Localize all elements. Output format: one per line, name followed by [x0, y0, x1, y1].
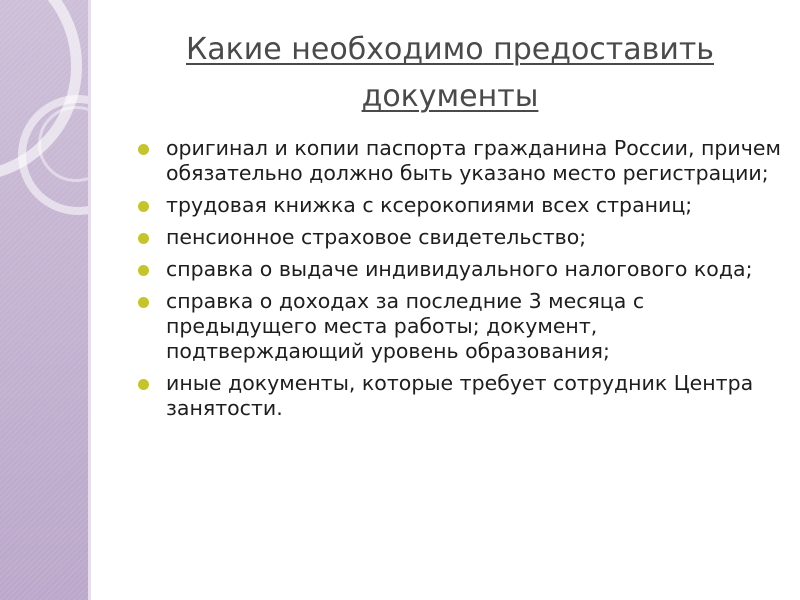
bullet-list: [138, 136, 788, 428]
bullet-dot-icon: [138, 379, 149, 390]
bullet-text: оригинал и копии паспорта гражданина России, причем обязательно должно быть указано место регистрации;: [166, 136, 781, 185]
bullet-dot-icon: [138, 265, 149, 276]
bullet-text: иные документы, которые требует сотрудник Центра занятости.: [166, 371, 754, 420]
bullet-text: трудовая книжка с ксерокопиями всех страниц;: [166, 193, 693, 217]
bullet-dot-icon: [138, 297, 149, 308]
bullet-dot-icon: [138, 201, 149, 212]
bullet-dot-icon: [138, 233, 149, 244]
bullet-item: [138, 257, 788, 282]
bullet-text: справка о выдаче индивидуального налогового кода;: [166, 257, 753, 281]
bullet-item: [138, 289, 788, 364]
bullet-item: [138, 193, 788, 218]
bullet-text: справка о доходах за последние 3 месяца с предыдущего места работы; документ, подтверждающий уровень образования;: [166, 289, 645, 363]
bullet-item: [138, 371, 788, 421]
bullet-item: [138, 225, 788, 250]
side-band-edge: [88, 0, 91, 600]
slide-title: Какие необходимо предоставить документы: [186, 32, 714, 114]
decorative-side-band: [0, 0, 88, 600]
bullet-text: пенсионное страховое свидетельство;: [166, 225, 587, 249]
bullet-item: [138, 136, 788, 186]
bullet-dot-icon: [138, 144, 149, 155]
